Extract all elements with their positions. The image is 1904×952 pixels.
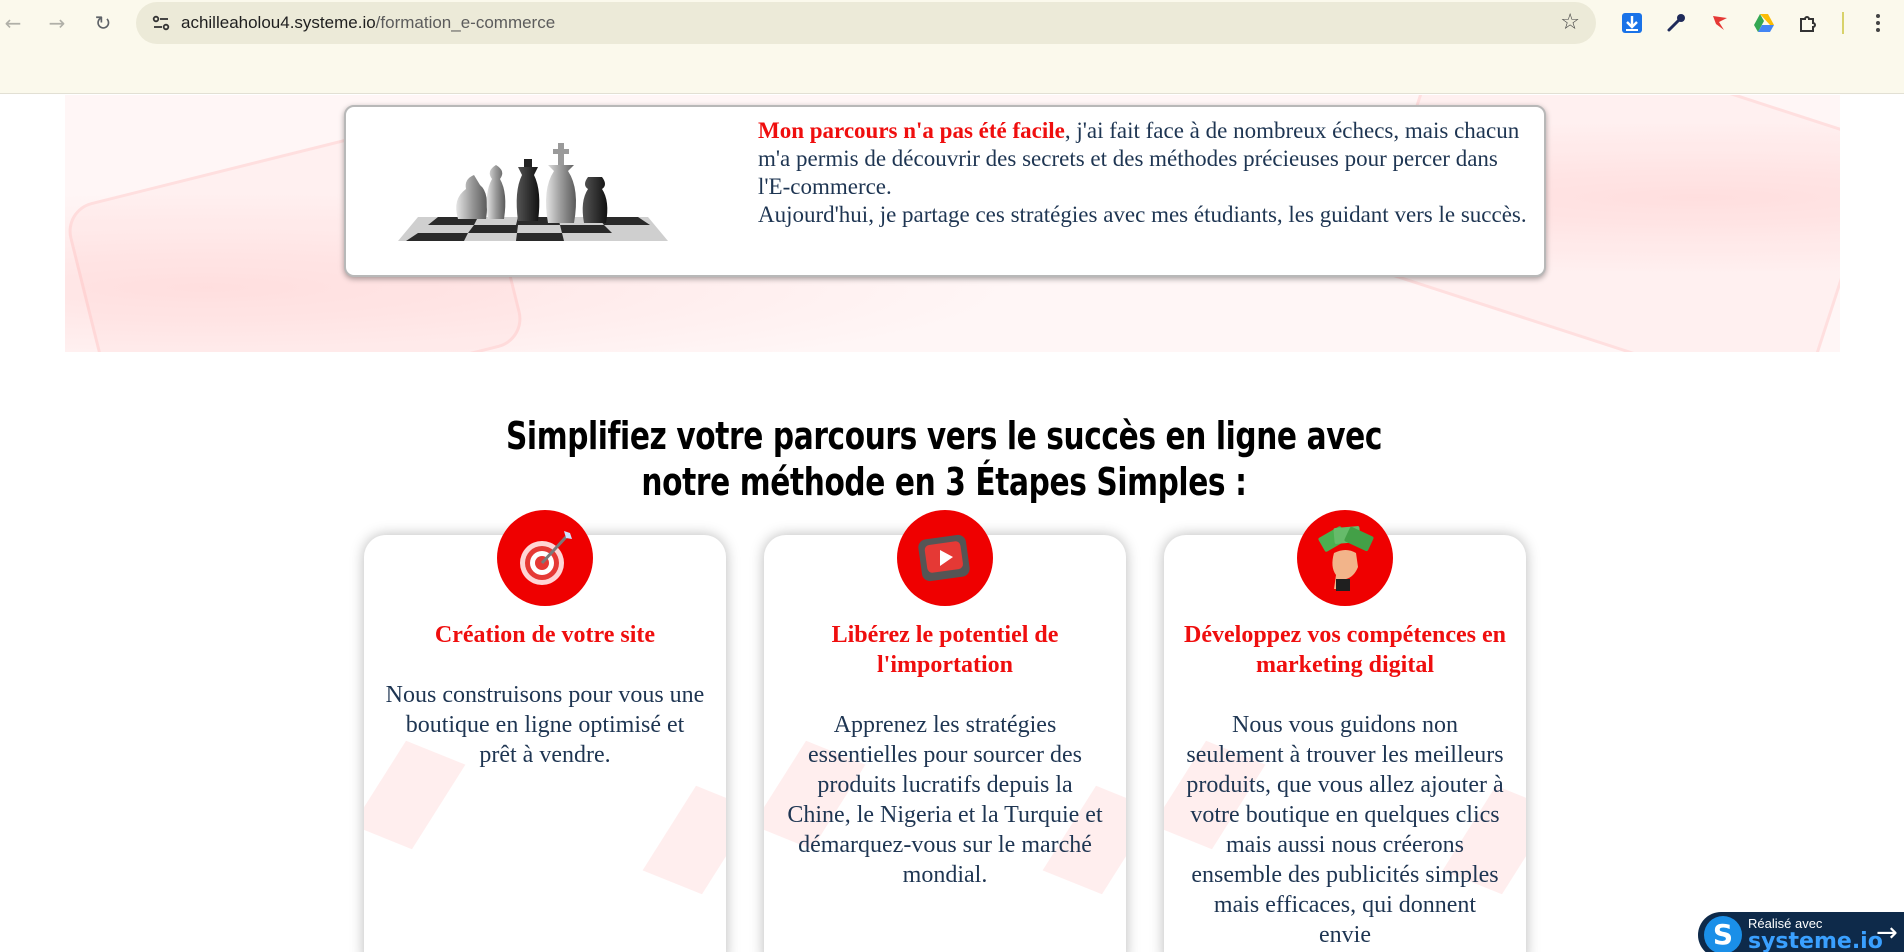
url-host: achilleaholou4.systeme.io [181,13,376,32]
systeme-logo-icon: S [1704,916,1742,952]
badge-made-with: Réalisé avec [1748,916,1823,931]
browser-toolbar [0,0,1904,94]
address-bar[interactable] [136,2,1596,44]
google-drive-icon[interactable] [1750,9,1778,37]
card-3-body: Nous vous guidons non seulement à trouver les meilleurs produits, que vous allez ajouter à votre boutique en quelques clics mais aussi nous créerons ensemble des publicités simples mais efficaces, qui donnent envie [1186,712,1504,948]
systeme-io-badge[interactable] [1698,912,1904,952]
video-play-icon [897,510,993,606]
money-hand-icon [1297,510,1393,606]
page-content [0,95,1904,952]
story-text-1: , j'ai fait face à de nombreux échecs, mais chacun m'a permis de découvrir des secrets et des méthodes précieuses pour percer dans l'E-commerce. [758,118,1520,199]
card-2-title: Libérez le potentiel de l'importation [831,622,1059,678]
toolbar-separator [1842,12,1844,34]
section-title-line-1: Simplifiez votre parcours vers le succès en ligne avec [505,414,1383,458]
section-title-line-2: notre méthode en 3 Étapes Simples : [641,460,1247,504]
target-dart-icon [497,510,593,606]
puzzle-extensions-icon[interactable] [1794,9,1822,37]
download-icon[interactable] [1618,9,1646,37]
arrow-right-icon: → [1876,918,1898,948]
eyedropper-icon[interactable] [1662,9,1690,37]
card-1-title: Création de votre site [434,622,656,648]
url-text[interactable] [181,13,555,33]
section-title [482,413,1406,505]
url-path: /formation_e-commerce [375,13,556,32]
site-info-icon[interactable] [146,8,176,38]
reload-icon[interactable]: ↻ [94,11,112,35]
story-text [758,117,1528,229]
kebab-menu-icon[interactable] [1864,9,1892,37]
decor-shape [643,786,726,895]
forward-arrow-icon[interactable]: → [48,11,66,35]
card-2-body: Apprenez les stratégies essentielles pour sourcer des produits lucratifs depuis la Chine, le Nigeria et la Turquie et démarquez-vous sur le marché mondial. [787,712,1103,888]
chess-pieces-image [398,129,668,251]
story-box [344,105,1546,277]
card-1-body: Nous construisons pour vous une boutique en ligne optimisé et prêt à vendre. [385,682,705,768]
card-3-title: Développez vos compétences en marketing digital [1184,622,1506,678]
extension-red-icon[interactable] [1706,9,1734,37]
story-highlight: Mon parcours n'a pas été facile [758,118,1065,143]
bookmark-star-icon[interactable]: ☆ [1560,10,1580,35]
badge-brand: systeme.io [1748,929,1883,952]
story-text-2: Aujourd'hui, je partage ces stratégies avec mes étudiants, les guidant vers le succès. [758,202,1527,227]
back-arrow-icon[interactable]: ← [4,11,22,35]
